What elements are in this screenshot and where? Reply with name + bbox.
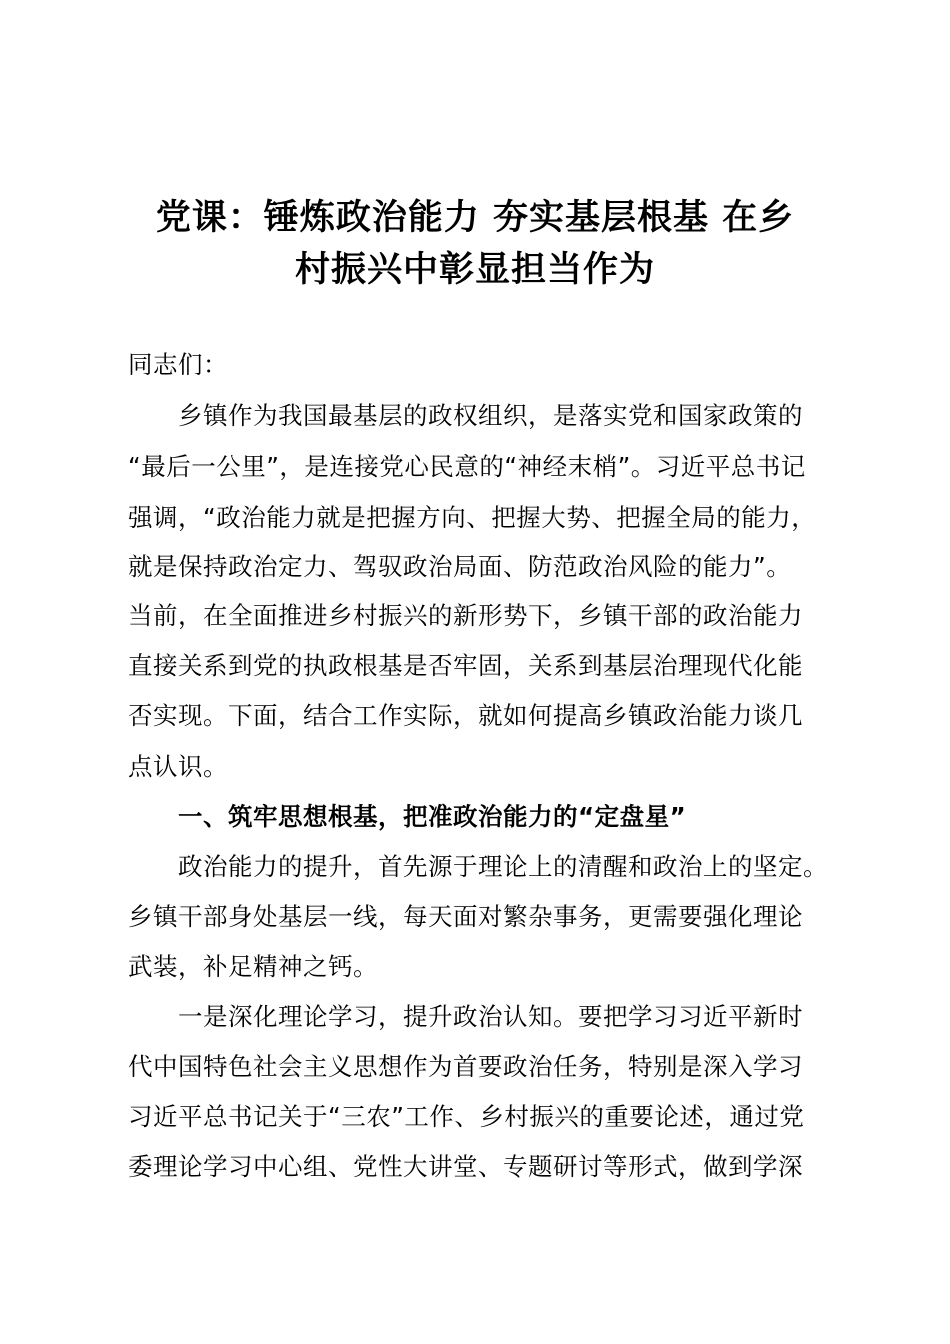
paragraph-line: 政治能力的提升，首先源于理论上的清醒和政治上的坚定。	[178, 852, 828, 881]
paragraph-line: 习近平总书记关于“三农”工作、乡村振兴的重要论述，通过党	[128, 1102, 805, 1131]
paragraph-line: 否实现。下面，结合工作实际，就如何提高乡镇政治能力谈几	[128, 701, 803, 730]
paragraph-line: 同志们：	[128, 350, 228, 379]
paragraph-line: 代中国特色社会主义思想作为首要政治任务，特别是深入学习	[128, 1052, 803, 1081]
document-title-line-2: 村振兴中彰显担当作为	[294, 250, 655, 290]
paragraph-line: 乡镇作为我国最基层的政权组织，是落实党和国家政策的	[178, 401, 803, 430]
document-title-line-1: 党课：锤炼政治能力 夯实基层根基 在乡	[155, 198, 795, 238]
paragraph-line: 点认识。	[128, 752, 228, 781]
paragraph-line: 委理论学习中心组、党性大讲堂、专题研讨等形式，做到学深	[128, 1152, 803, 1181]
paragraph-line: 就是保持政治定力、驾驭政治局面、防范政治风险的能力”。	[128, 552, 792, 581]
section-heading: 一、筑牢思想根基，把准政治能力的“定盘星”	[178, 802, 687, 831]
paragraph-line: 武装，补足精神之钙。	[128, 952, 378, 981]
paragraph-line: 当前，在全面推进乡村振兴的新形势下，乡镇干部的政治能力	[128, 601, 803, 630]
paragraph-line: 乡镇干部身处基层一线，每天面对繁杂事务，更需要强化理论	[128, 902, 803, 931]
paragraph-line: 直接关系到党的执政根基是否牢固，关系到基层治理现代化能	[128, 651, 803, 680]
paragraph-line: 一是深化理论学习，提升政治认知。要把学习习近平新时	[178, 1002, 803, 1031]
paragraph-line: “最后一公里”，是连接党心民意的“神经末梢”。习近平总书记	[128, 452, 806, 481]
paragraph-line: 强调，“政治能力就是把握方向、把握大势、把握全局的能力，	[128, 503, 817, 532]
